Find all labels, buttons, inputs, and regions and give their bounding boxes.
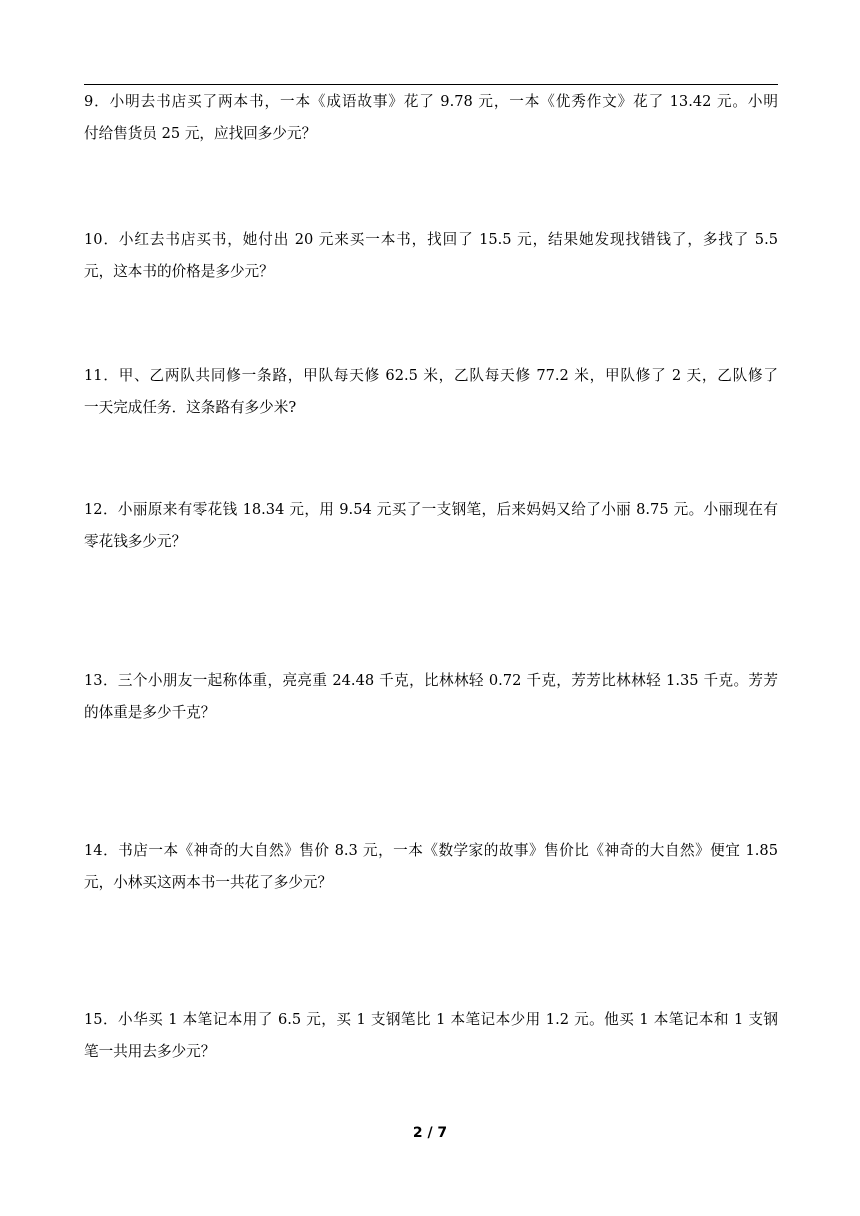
problem-9-line-1: 9．小明去书店买了两本书，一本《成语故事》花了 9.78 元，一本《优秀作文》花了 13.42 元。小明	[84, 93, 778, 110]
problem-12-line-1: 12．小丽原来有零花钱 18.34 元，用 9.54 元买了一支钢笔，后来妈妈又给了小丽 8.75 元。小丽现在有	[84, 501, 778, 518]
problem-11	[84, 360, 778, 424]
problem-10-line-1: 10．小红去书店买书，她付出 20 元来买一本书，找回了 15.5 元，结果她发现找错钱了，多找了 5.5	[84, 231, 778, 248]
page-number: 2 / 7	[412, 1125, 448, 1141]
problem-14	[84, 835, 778, 899]
problem-14-line-2: 元，小林买这两本书一共花了多少元？	[84, 874, 333, 891]
problem-14-line-1: 14．书店一本《神奇的大自然》售价 8.3 元，一本《数学家的故事》售价比《神奇的大自然》便宜 1.85	[84, 842, 778, 859]
problem-9-line-2: 付给售货员 25 元，应找回多少元？	[84, 125, 317, 142]
header-rule	[84, 84, 778, 85]
problem-15-line-1: 15．小华买 1 本笔记本用了 6.5 元，买 1 支钢笔比 1 本笔记本少用 1.2 元。他买 1 本笔记本和 1 支钢	[84, 1011, 778, 1028]
problem-10-line-2: 元，这本书的价格是多少元？	[84, 263, 274, 280]
problem-12-line-2: 零花钱多少元？	[84, 533, 187, 550]
problem-12	[84, 494, 778, 558]
problem-13	[84, 665, 778, 729]
problem-15-line-2: 笔一共用去多少元？	[84, 1043, 216, 1060]
problem-13-line-1: 13．三个小朋友一起称体重，亮亮重 24.48 千克，比林林轻 0.72 千克，芳芳比林林轻 1.35 千克。芳芳	[84, 672, 778, 689]
problem-11-line-2: 一天完成任务．这条路有多少米?	[84, 399, 297, 416]
problem-9	[84, 86, 778, 150]
problem-13-line-2: 的体重是多少千克？	[84, 704, 216, 721]
problem-11-line-1: 11．甲、乙两队共同修一条路，甲队每天修 62.5 米，乙队每天修 77.2 米，甲队修了 2 天，乙队修了	[84, 367, 778, 384]
problem-15	[84, 1004, 778, 1068]
problem-10	[84, 224, 778, 288]
